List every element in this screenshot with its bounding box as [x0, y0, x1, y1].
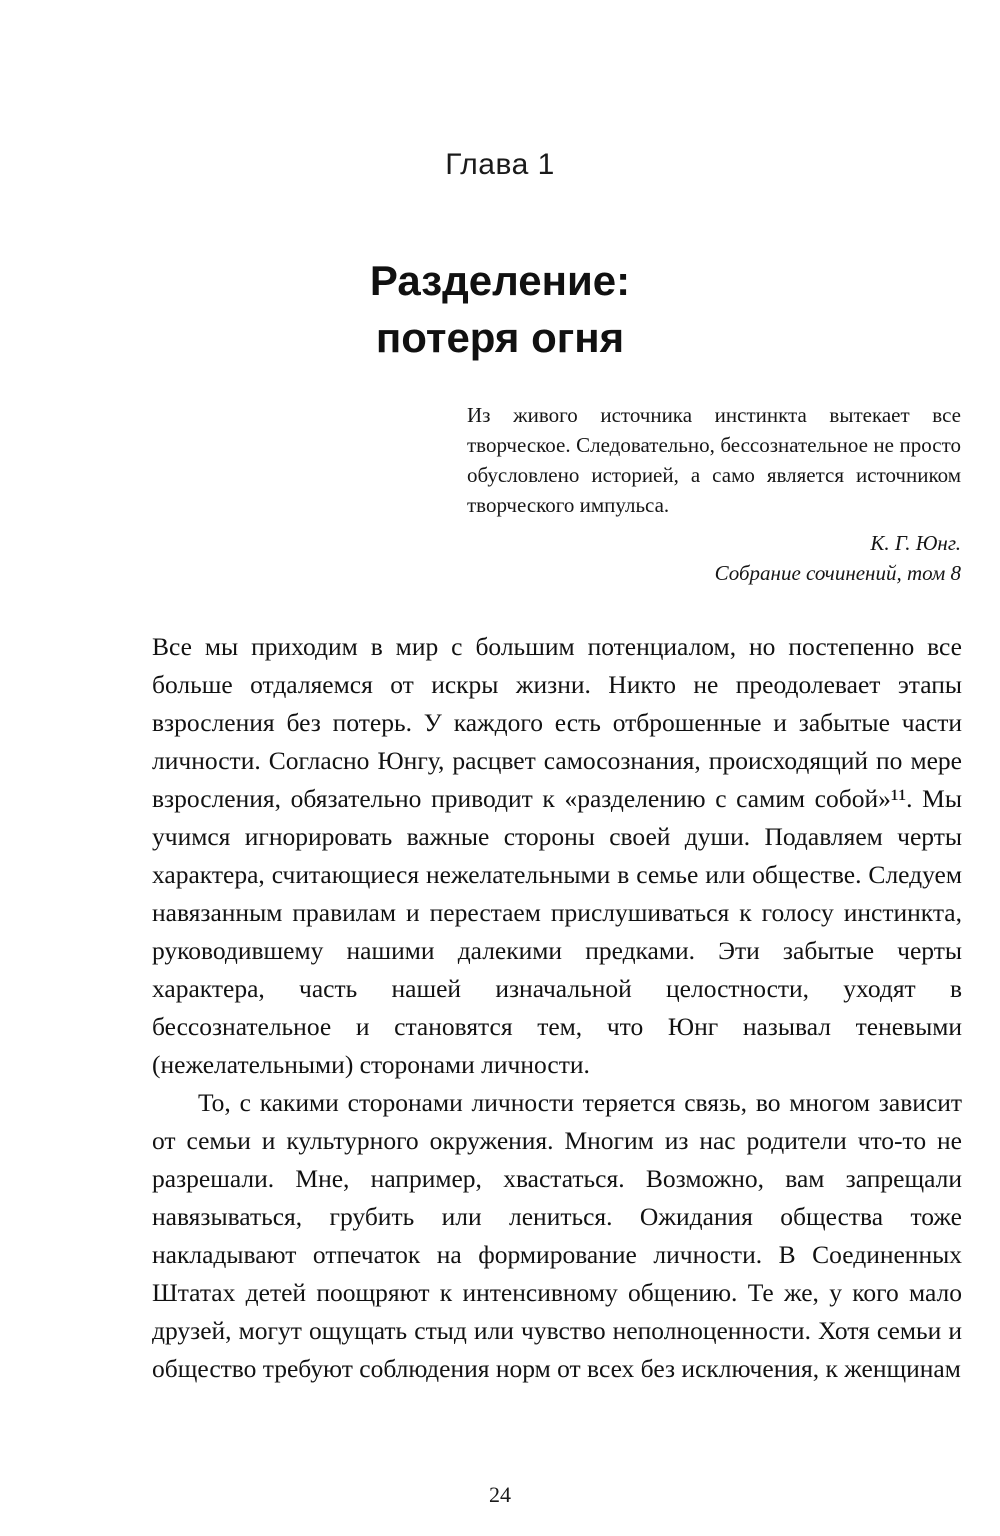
epigraph-author: К. Г. Юнг.	[870, 531, 961, 555]
epigraph-text: Из живого источника инстинкта вытекает все творческое. Следовательно, бессознательное не просто обусловлено историей, а само является источником творческого импульса.	[467, 403, 961, 517]
chapter-heading: Глава 1	[445, 148, 555, 181]
epigraph	[467, 400, 961, 588]
paragraph-1: Все мы приходим в мир с большим потенциалом, но постепенно все больше отдаляемся от искры жизни. Никто не преодолевает этапы взросления без потерь. У каждого есть отброшенные и забытые части личности. Согласно Юнгу, расцвет самосознания, происходящий по мере взросления, обязательно приводит к «разделению с самим собой»¹¹. Мы учимся игнорировать важные стороны своей души. Подавляем черты характера, считающиеся нежелательными в семье или обществе. Следуем навязанным правилам и перестаем прислушиваться к голосу инстинкта, руководившему нашими далекими предками. Эти забытые черты характера, часть нашей изначальной целостности, уходят в бессознательное и становятся тем, что Юнг называл теневыми (нежелательными) сторонами личности.	[152, 632, 962, 1079]
chapter-title	[0, 252, 1000, 366]
paragraph-2: То, с какими сторонами личности теряется связь, во многом зависит от семьи и культурного окружения. Многим из нас родители что-то не разрешали. Мне, например, хвастаться. Возможно, вам запрещали навязываться, грубить или лениться. Ожидания общества тоже накладывают отпечаток на формирование личности. В Соединенных Штатах детей поощряют к интенсивному общению. Те же, у кого мало друзей, могут ощущать стыд или чувство неполноценности. Хотя семьи и общество требуют соблюдения норм от всех без исключения, к женщинам	[152, 1088, 962, 1383]
epigraph-source: Собрание сочинений, том 8	[714, 561, 961, 585]
page-number: 24	[489, 1482, 511, 1507]
chapter-title-line-1: Разделение:	[369, 257, 631, 304]
body-text	[152, 628, 962, 1388]
chapter-title-line-2: потеря огня	[375, 314, 625, 361]
